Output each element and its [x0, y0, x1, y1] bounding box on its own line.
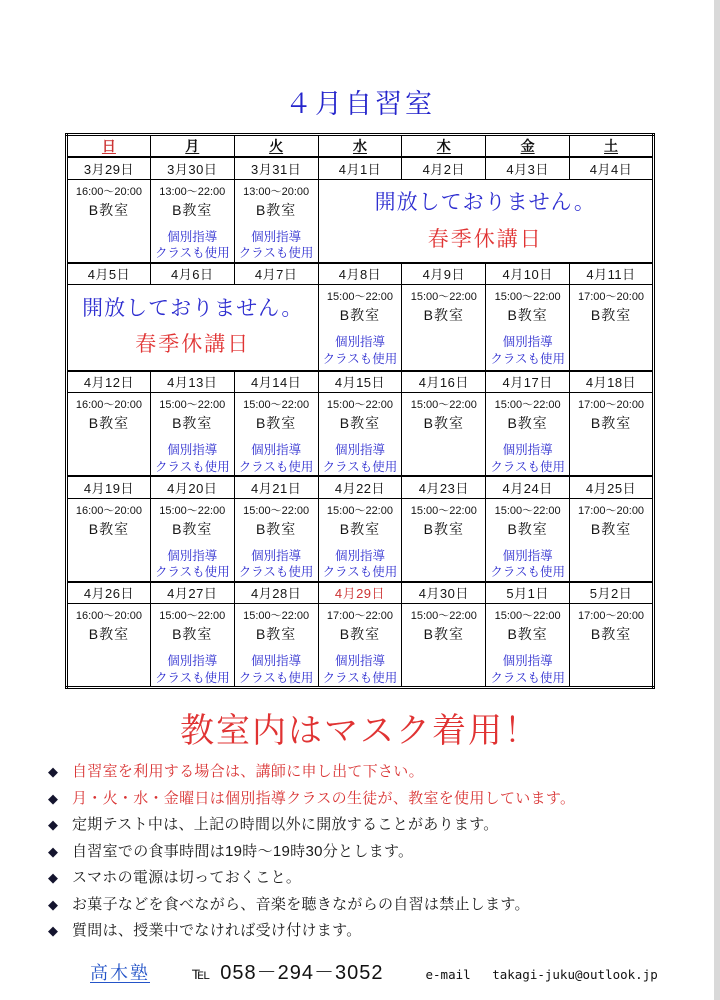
- note-line: 個別指導: [251, 654, 302, 668]
- schedule-cell: [486, 604, 570, 688]
- diamond-bullet-icon: ◆: [48, 843, 58, 859]
- day-header-cell: 水: [318, 135, 402, 158]
- date-cell: 4月23日: [402, 476, 486, 498]
- spring-break-text: 春季休講日: [427, 227, 543, 251]
- room-name-text: B教室: [88, 520, 130, 537]
- note-line: クラスも使用: [322, 459, 398, 474]
- diamond-bullet-icon: ◆: [48, 764, 58, 779]
- room-name-text: B教室: [255, 415, 297, 431]
- note-line: 個別指導: [334, 443, 385, 457]
- diamond-bullet-icon: ◆: [48, 923, 58, 938]
- email-address: takagi-juku@outlook.jp: [492, 967, 658, 982]
- schedule-cell: [234, 179, 318, 263]
- day-header-cell: 土: [570, 135, 654, 158]
- date-cell: 4月26日: [67, 582, 151, 604]
- time-range-text: 16:00～20:00: [75, 504, 142, 517]
- date-cell: 4月8日: [318, 263, 402, 285]
- individual-class-note: [235, 653, 318, 686]
- schedule-cell: [402, 285, 486, 371]
- day-header-row: [67, 135, 654, 158]
- date-cell: 4月2日: [402, 157, 486, 179]
- schedule-cell: [486, 498, 570, 582]
- time-range-text: 15:00～22:00: [410, 610, 477, 622]
- individual-class-note: [151, 229, 234, 262]
- rule-text: 質問は、授業中でなければ受け付けます。: [72, 922, 362, 939]
- note-line: クラスも使用: [154, 565, 230, 579]
- rule-item: [48, 813, 720, 834]
- room-name-text: B教室: [255, 520, 297, 537]
- time-range-text: 15:00～22:00: [159, 399, 226, 411]
- time-range-text: 17:00～20:00: [578, 291, 645, 303]
- schedule-cell: [570, 285, 654, 371]
- date-cell: 4月1日: [318, 157, 402, 179]
- schedule-cell: [318, 285, 402, 371]
- date-cell: 4月14日: [234, 371, 318, 393]
- day-header-cell: 月: [150, 135, 234, 158]
- calendar-body: [67, 157, 654, 688]
- schedule-row: [67, 604, 654, 688]
- schedule-cell: [67, 179, 151, 263]
- note-line: 個別指導: [167, 654, 218, 668]
- room-name-text: B教室: [590, 415, 632, 431]
- closed-cell: [67, 285, 319, 371]
- note-line: クラスも使用: [322, 670, 398, 685]
- time-range-text: 15:00～22:00: [494, 291, 561, 303]
- rule-text: お菓子などを食べながら、音楽を聴きながらの自習は禁止します。: [72, 895, 530, 913]
- note-line: クラスも使用: [238, 246, 314, 260]
- time-range-text: 15:00～22:00: [494, 399, 561, 411]
- room-name-text: B教室: [507, 415, 548, 431]
- note-line: クラスも使用: [490, 565, 565, 579]
- rules-list: [48, 760, 720, 940]
- schedule-cell: [67, 393, 151, 477]
- note-line: 個別指導: [502, 443, 553, 457]
- date-cell: 4月24日: [486, 476, 570, 498]
- date-cell: 4月19日: [67, 476, 151, 498]
- room-name-text: B教室: [255, 626, 297, 642]
- time-range-text: 17:00～20:00: [578, 399, 645, 411]
- time-range-text: 15:00～22:00: [410, 291, 477, 303]
- time-range-text: 16:00～20:00: [75, 399, 142, 411]
- rule-text: 自習室での食事時間は19時～19時30分とします。: [72, 842, 414, 860]
- room-name-text: B教室: [172, 415, 213, 431]
- date-cell: 4月10日: [486, 263, 570, 285]
- date-cell: 4月7日: [234, 263, 318, 285]
- note-line: クラスも使用: [322, 565, 398, 579]
- schedule-cell: [402, 393, 486, 477]
- schedule-cell: [150, 498, 234, 582]
- schedule-cell: [402, 604, 486, 688]
- date-cell: 3月31日: [234, 157, 318, 179]
- note-line: クラスも使用: [238, 565, 314, 579]
- schedule-cell: [67, 604, 151, 688]
- schedule-row: [67, 285, 654, 371]
- individual-class-note: [151, 548, 234, 581]
- room-name-text: B教室: [423, 307, 464, 323]
- schedule-cell: [150, 179, 234, 263]
- day-header-cell: 金: [486, 135, 570, 158]
- date-cell: 4月30日: [402, 582, 486, 604]
- date-cell: 4月27日: [150, 582, 234, 604]
- time-range-text: 15:00～22:00: [326, 399, 393, 411]
- time-range-text: 17:00～22:00: [326, 610, 393, 622]
- individual-class-note: [151, 653, 234, 686]
- note-line: 個別指導: [502, 335, 553, 349]
- rule-text: スマホの電源は切っておくこと。: [72, 869, 302, 886]
- room-name-text: B教室: [339, 415, 381, 431]
- time-range-text: 15:00～22:00: [494, 610, 561, 622]
- individual-class-note: [486, 548, 569, 581]
- date-cell: 4月4日: [570, 157, 654, 179]
- time-range-text: 15:00～22:00: [159, 504, 226, 517]
- note-line: 個別指導: [167, 229, 218, 244]
- diamond-bullet-icon: ◆: [48, 896, 58, 912]
- schedule-cell: [67, 498, 151, 582]
- room-name-text: B教室: [339, 307, 381, 323]
- room-name-text: B教室: [88, 415, 130, 431]
- date-cell: 4月17日: [486, 371, 570, 393]
- room-name-text: B教室: [339, 626, 381, 642]
- time-range-text: 15:00～22:00: [159, 610, 226, 622]
- date-cell: 4月16日: [402, 371, 486, 393]
- room-name-text: B教室: [590, 520, 632, 537]
- date-cell: 3月29日: [67, 157, 151, 179]
- individual-class-note: [486, 334, 569, 367]
- time-range-text: 15:00～22:00: [326, 504, 393, 517]
- note-line: クラスも使用: [490, 670, 565, 685]
- date-cell: 4月18日: [570, 371, 654, 393]
- time-range-text: 13:00～22:00: [159, 185, 226, 198]
- schedule-cell: [486, 285, 570, 371]
- room-name-text: B教室: [255, 201, 297, 218]
- note-line: 個別指導: [502, 654, 553, 668]
- room-name-text: B教室: [590, 626, 632, 642]
- room-name-text: B教室: [507, 307, 548, 323]
- rule-item: [48, 919, 720, 940]
- individual-class-note: [319, 334, 402, 367]
- rule-text: 自習室を利用する場合は、講師に申し出て下さい。: [72, 763, 424, 780]
- date-cell: 3月30日: [150, 157, 234, 179]
- time-range-text: 17:00～20:00: [578, 504, 645, 517]
- room-name-text: B教室: [423, 520, 464, 537]
- individual-class-note: [486, 442, 569, 475]
- date-row: [67, 476, 654, 498]
- study-room-calendar: [65, 133, 655, 689]
- room-name-text: B教室: [88, 201, 130, 218]
- date-row: [67, 582, 654, 604]
- school-name: 高木塾: [90, 963, 150, 983]
- schedule-cell: [570, 604, 654, 688]
- closed-cell: [318, 179, 653, 263]
- date-cell: 5月1日: [486, 582, 570, 604]
- date-cell: 4月9日: [402, 263, 486, 285]
- note-line: クラスも使用: [490, 351, 565, 366]
- note-line: 個別指導: [251, 443, 302, 457]
- room-name-text: B教室: [590, 307, 632, 323]
- date-cell: 4月29日: [318, 582, 402, 604]
- note-line: クラスも使用: [238, 459, 314, 474]
- note-line: クラスも使用: [238, 670, 314, 685]
- rule-item: [48, 787, 720, 808]
- email-label: e-mail: [425, 967, 471, 982]
- closed-notice-text: 開放しておりません。: [82, 296, 304, 320]
- date-row: [67, 371, 654, 393]
- note-line: 個別指導: [334, 548, 385, 563]
- date-cell: 4月12日: [67, 371, 151, 393]
- date-cell: 4月11日: [570, 263, 654, 285]
- diamond-bullet-icon: ◆: [48, 790, 58, 806]
- page-right-edge: [714, 0, 720, 1000]
- individual-class-note: [235, 229, 318, 262]
- date-cell: 4月25日: [570, 476, 654, 498]
- date-cell: 4月20日: [150, 476, 234, 498]
- schedule-row: [67, 393, 654, 477]
- date-cell: 4月22日: [318, 476, 402, 498]
- closed-notice-text: 開放しておりません。: [374, 191, 596, 215]
- individual-class-note: [319, 548, 402, 581]
- schedule-cell: [402, 498, 486, 582]
- note-line: 個別指導: [251, 229, 302, 244]
- spring-break-text: 春季休講日: [135, 333, 251, 357]
- rule-text: 月・火・水・金曜日は個別指導クラスの生徒が、教室を使用しています。: [72, 789, 576, 807]
- note-line: クラスも使用: [322, 351, 398, 366]
- date-row: [67, 263, 654, 285]
- time-range-text: 15:00～22:00: [243, 504, 310, 517]
- time-range-text: 15:00～22:00: [410, 504, 477, 517]
- schedule-cell: [318, 393, 402, 477]
- footer: [90, 956, 720, 985]
- schedule-cell: [150, 604, 234, 688]
- room-name-text: B教室: [423, 415, 464, 431]
- day-header-cell: 火: [234, 135, 318, 158]
- rule-text: 定期テスト中は、上記の時間以外に開放することがあります。: [72, 816, 499, 833]
- date-cell: 5月2日: [570, 582, 654, 604]
- time-range-text: 15:00～22:00: [243, 610, 310, 622]
- schedule-cell: [318, 498, 402, 582]
- page-title: ４月自習室: [285, 89, 435, 119]
- schedule-cell: [570, 498, 654, 582]
- tel-icon: ℡: [192, 964, 211, 983]
- note-line: 個別指導: [502, 548, 553, 563]
- time-range-text: 13:00～20:00: [243, 185, 310, 198]
- room-name-text: B教室: [172, 520, 213, 537]
- date-cell: 4月21日: [234, 476, 318, 498]
- date-cell: 4月5日: [67, 263, 151, 285]
- tel-number: 058－294－3052: [220, 962, 384, 984]
- schedule-cell: [318, 604, 402, 688]
- rule-item: [48, 760, 720, 781]
- individual-class-note: [319, 653, 402, 686]
- room-name-text: B教室: [339, 520, 381, 537]
- time-range-text: 16:00～20:00: [75, 610, 142, 622]
- mask-notice-heading: 教室内はマスク着用！: [180, 712, 540, 750]
- note-line: クラスも使用: [490, 459, 565, 474]
- date-row: [67, 157, 654, 179]
- individual-class-note: [486, 653, 569, 686]
- individual-class-note: [319, 442, 402, 475]
- note-line: クラスも使用: [154, 459, 230, 474]
- schedule-cell: [234, 393, 318, 477]
- diamond-bullet-icon: ◆: [48, 870, 58, 885]
- schedule-cell: [150, 393, 234, 477]
- rule-item: [48, 866, 720, 887]
- closed-cell-content: [68, 285, 318, 365]
- time-range-text: 17:00～20:00: [578, 610, 645, 622]
- time-range-text: 15:00～22:00: [410, 399, 477, 411]
- email-group: [426, 967, 658, 982]
- note-line: 個別指導: [334, 335, 385, 349]
- date-cell: 4月6日: [150, 263, 234, 285]
- schedule-cell: [486, 393, 570, 477]
- rule-item: [48, 893, 720, 914]
- room-name-text: B教室: [507, 626, 548, 642]
- individual-class-note: [151, 442, 234, 475]
- schedule-row: [67, 179, 654, 263]
- individual-class-note: [235, 442, 318, 475]
- schedule-cell: [570, 393, 654, 477]
- date-cell: 4月3日: [486, 157, 570, 179]
- note-line: 個別指導: [251, 548, 302, 563]
- note-line: 個別指導: [167, 443, 218, 457]
- room-name-text: B教室: [507, 520, 548, 537]
- day-header-cell: 日: [67, 135, 151, 158]
- note-line: 個別指導: [334, 654, 385, 668]
- room-name-text: B教室: [423, 626, 464, 642]
- time-range-text: 15:00～22:00: [243, 399, 310, 411]
- room-name-text: B教室: [88, 626, 130, 642]
- room-name-text: B教室: [172, 626, 213, 642]
- time-range-text: 15:00～22:00: [326, 291, 393, 303]
- schedule-cell: [234, 604, 318, 688]
- day-header-cell: 木: [402, 135, 486, 158]
- calendar-day-header-row: [67, 135, 654, 158]
- individual-class-note: [235, 548, 318, 581]
- diamond-bullet-icon: ◆: [48, 817, 58, 832]
- time-range-text: 15:00～22:00: [494, 504, 561, 517]
- room-name-text: B教室: [172, 201, 213, 218]
- note-line: クラスも使用: [154, 246, 230, 260]
- note-line: 個別指導: [167, 548, 218, 563]
- time-range-text: 16:00～20:00: [75, 185, 142, 198]
- date-cell: 4月15日: [318, 371, 402, 393]
- schedule-row: [67, 498, 654, 582]
- date-cell: 4月28日: [234, 582, 318, 604]
- closed-cell-content: [319, 180, 652, 260]
- note-line: クラスも使用: [154, 670, 230, 685]
- date-cell: 4月13日: [150, 371, 234, 393]
- rule-item: [48, 840, 720, 861]
- schedule-cell: [234, 498, 318, 582]
